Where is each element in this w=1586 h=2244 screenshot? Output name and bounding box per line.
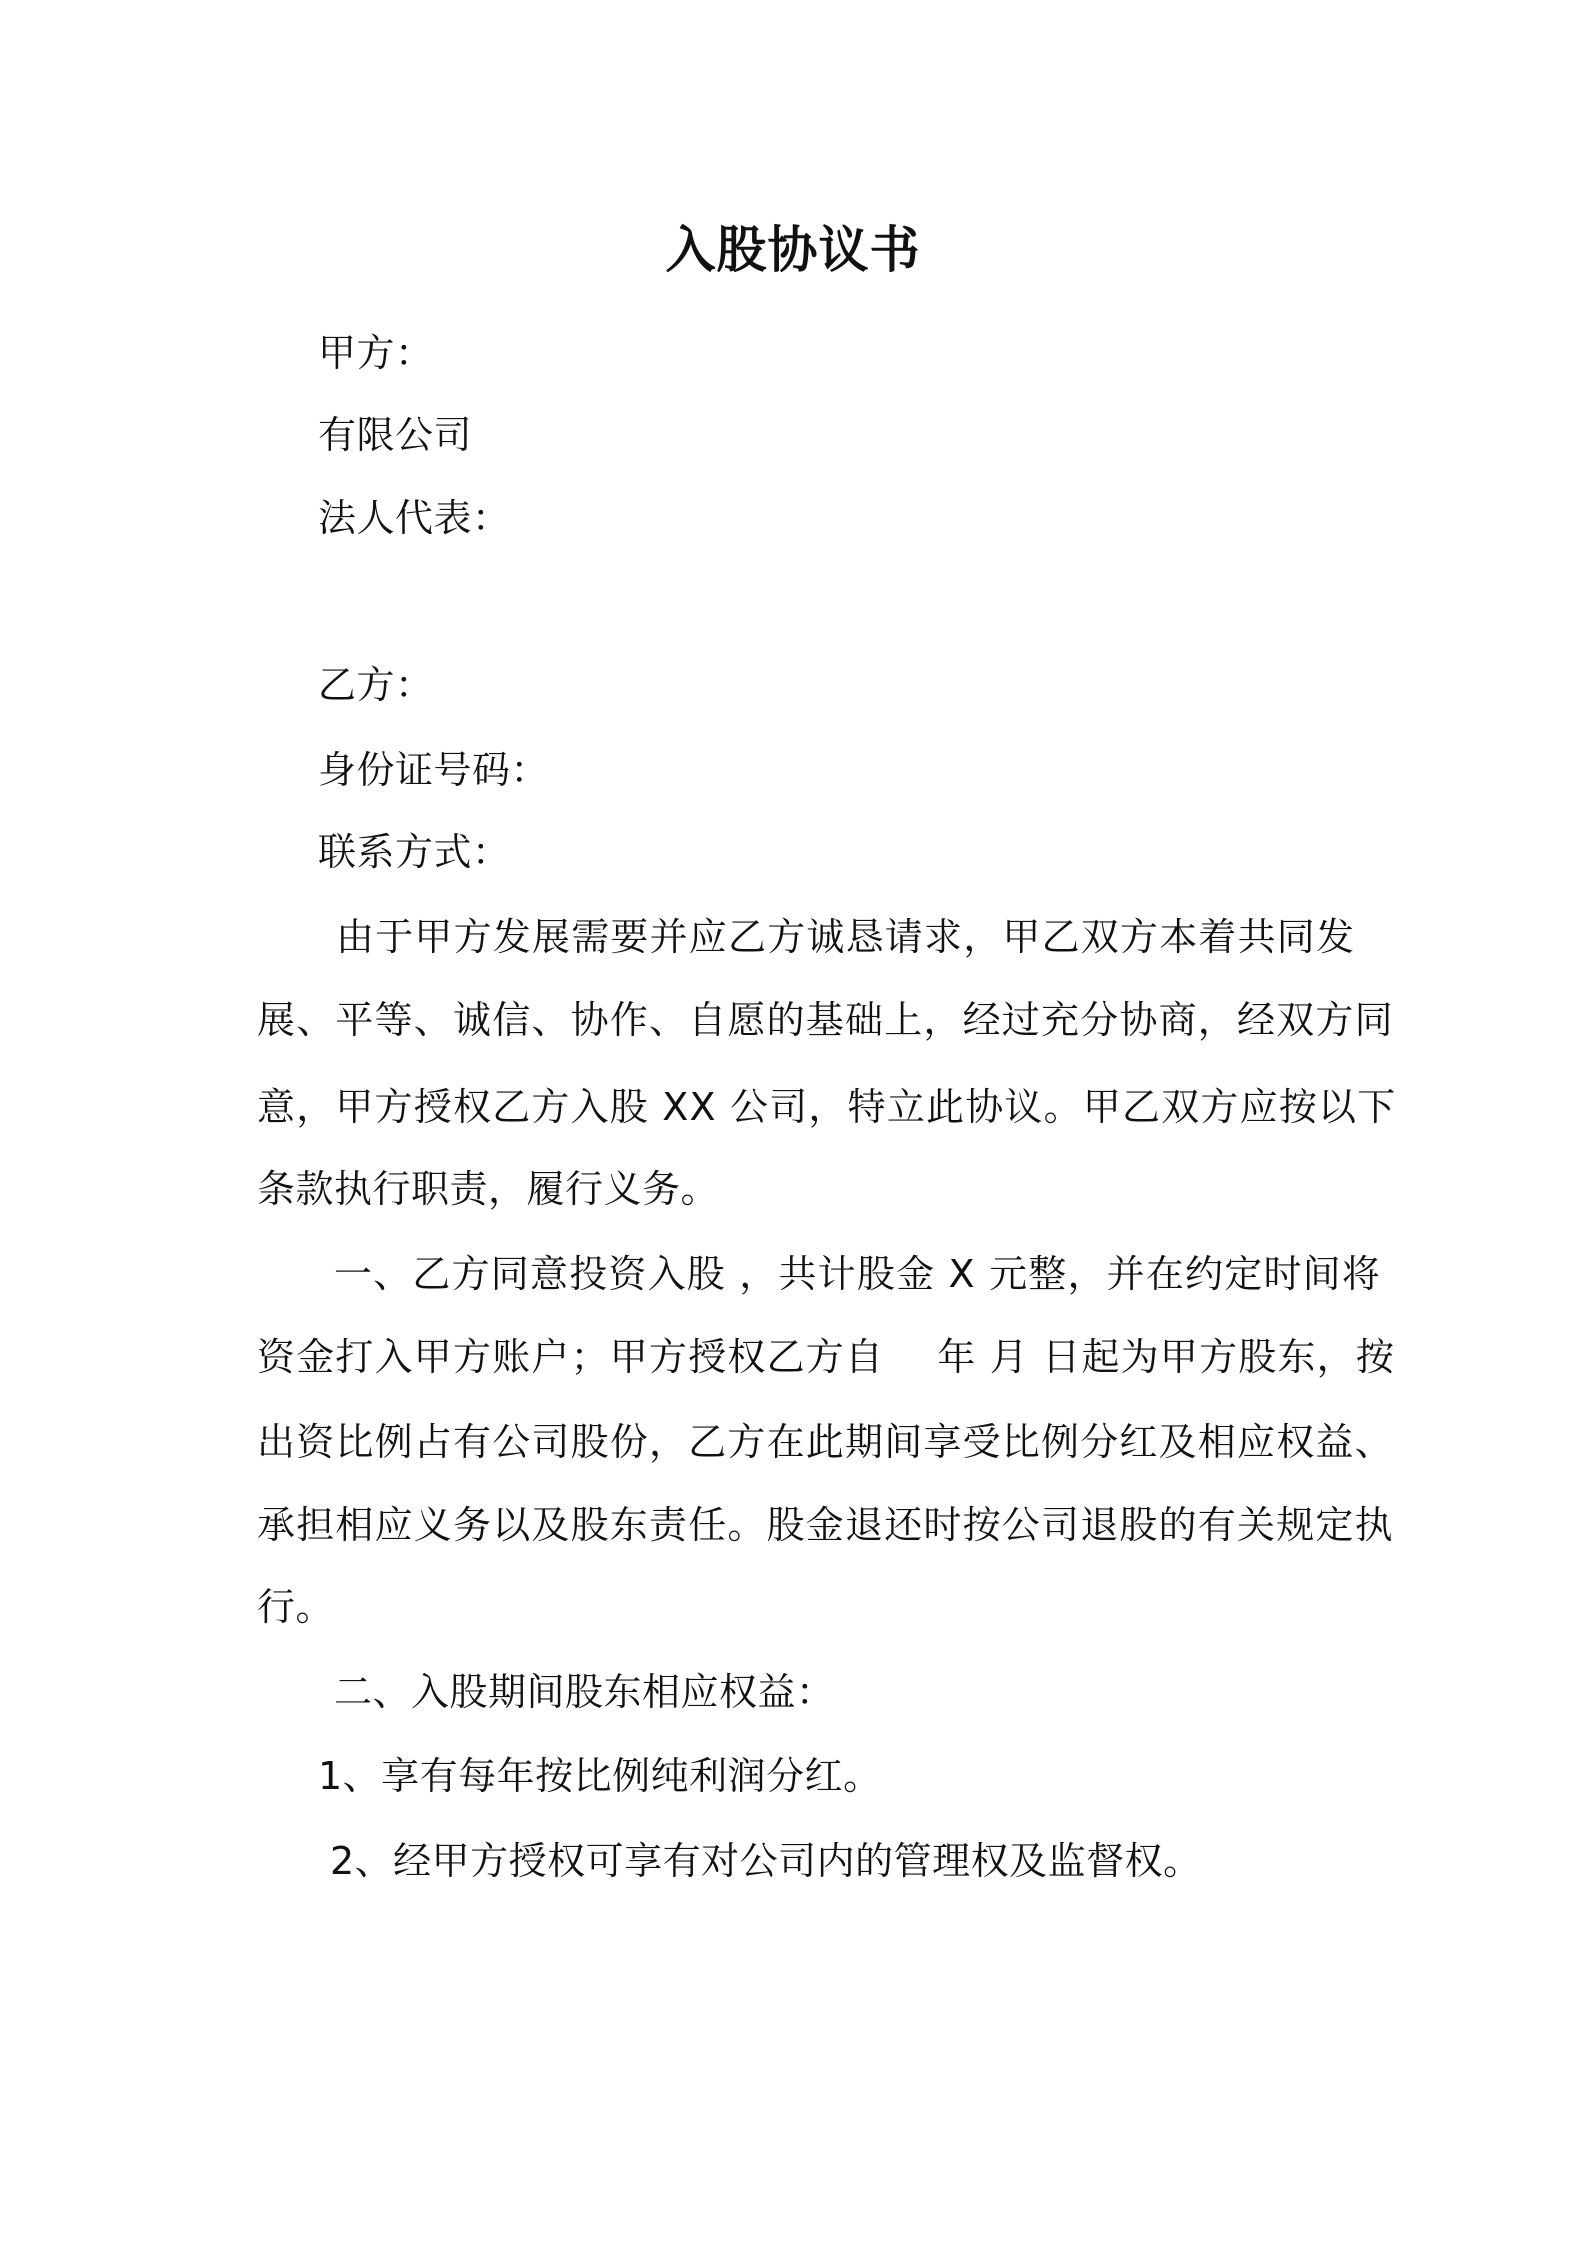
clause-1-line: 一、乙方同意投资入股 ，共计股金 X 元整，并在约定时间将 [334,1252,1382,1296]
intro-paragraph-line: 意，甲方授权乙方入股 XX 公司，特立此协议。甲乙双方应按以下 [257,1085,1397,1129]
clause-1-line: 资金打入甲方账户；甲方授权乙方自 年 月 日起为甲方股东，按 [257,1335,1396,1379]
party-b-label: 乙方： [318,663,434,707]
party-b-contact: 联系方式： [318,830,511,874]
clause-2-heading: 二、入股期间股东相应权益： [334,1670,835,1714]
clause-1-line: 承担相应义务以及股东责任。股金退还时按公司退股的有关规定执 [257,1503,1394,1547]
clause-1-line: 行。 [257,1585,335,1629]
intro-paragraph-line: 展、平等、诚信、协作、自愿的基础上，经过充分协商，经双方同 [257,998,1394,1042]
intro-paragraph-line: 由于甲方发展需要并应乙方诚恳请求，甲乙双方本着共同发 [336,915,1356,959]
clause-2-item: 1、享有每年按比例纯利润分红。 [318,1754,882,1798]
party-a-label: 甲方： [318,331,434,375]
party-a-company: 有限公司 [318,413,473,457]
document-title: 入股协议书 [665,221,921,279]
clause-2-item: 2、经甲方授权可享有对公司内的管理权及监督权。 [330,1839,1202,1883]
party-b-id-number: 身份证号码： [318,748,550,792]
party-a-legal-rep: 法人代表： [318,496,511,540]
clause-1-line: 出资比例占有公司股份，乙方在此期间享受比例分红及相应权益、 [257,1420,1394,1464]
intro-paragraph-line: 条款执行职责，履行义务。 [257,1167,720,1211]
